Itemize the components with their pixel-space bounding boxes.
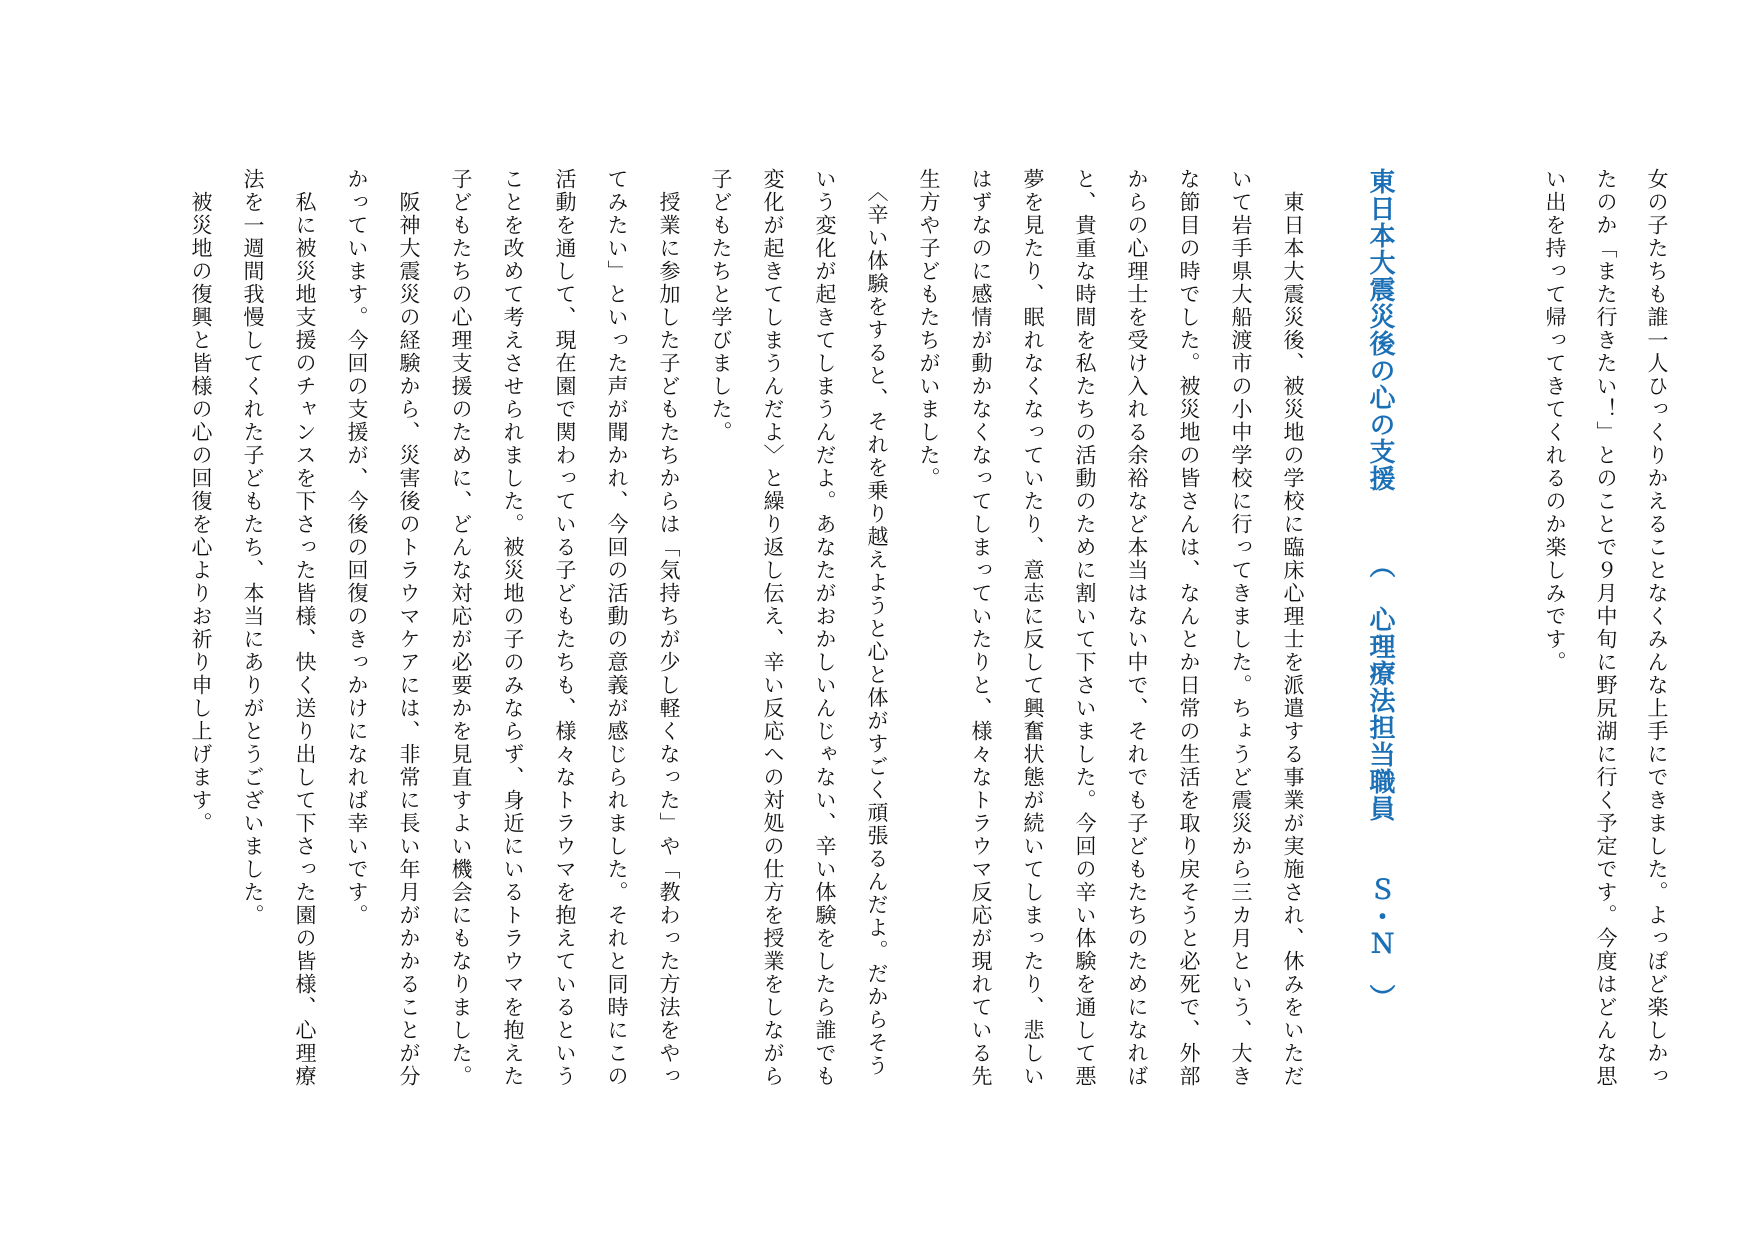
body-line-5: と、貴重な時間を私たちの活動のために割いて下さいました。今回の辛い体験を通して悪 bbox=[1073, 168, 1097, 1088]
body-line-6: 夢を見たり、眠れなくなっていたり、意志に反して興奮状態が続いてしまったり、悲しい bbox=[1021, 168, 1045, 1088]
body-line-8: 生方や子どもたちがいました。 bbox=[917, 168, 941, 490]
body-line-16: ことを改めて考えさせられました。被災地の子のみならず、身近にいるトラウマを抱えた bbox=[501, 168, 525, 1088]
body-line-7: はずなのに感情が動かなくなってしまっていたりと、様々なトラウマ反応が現れている先 bbox=[969, 168, 993, 1088]
body-line-10: いう変化が起きてしまうんだよ。あなたがおかしいんじゃない、辛い体験をしたら誰でも bbox=[813, 168, 837, 1088]
body-line-3: な節目の時でした。被災地の皆さんは、なんとか日常の生活を取り戻そうと必死で、外部 bbox=[1177, 168, 1201, 1088]
body-line-21: 法を一週間我慢してくれた子どもたち、本当にありがとうございました。 bbox=[241, 168, 265, 927]
body-line-14: てみたい」といった声が聞かれ、今回の活動の意義が感じられました。それと同時にこの bbox=[605, 168, 629, 1088]
intro-line-3: い出を持って帰ってきてくれるのか楽しみです。 bbox=[1543, 168, 1567, 674]
body-line-19: かっています。今回の支援が、今後の回復のきっかけになれば幸いです。 bbox=[345, 168, 369, 927]
body-line-1: 東日本大震災後、被災地の学校に臨床心理士を派遣する事業が実施され、休みをいただ bbox=[1281, 168, 1305, 1088]
body-line-4: からの心理士を受け入れる余裕など本当はない中で、それでも子どもたちのためになれば bbox=[1125, 168, 1149, 1088]
body-line-2: いて岩手県大船渡市の小中学校に行ってきました。ちょうど震災から三カ月という、大き bbox=[1229, 168, 1253, 1088]
intro-line-1: 女の子たちも誰一人ひっくりかえることなくみんな上手にできました。よっぽど楽しかっ bbox=[1645, 168, 1669, 1088]
body-line-9: 〈辛い体験をすると、それを乗り越えようと心と体がすごく頑張るんだよ。だからそう bbox=[865, 168, 889, 1078]
body-line-15: 活動を通して、現在園で関わっている子どもたちも、様々なトラウマを抱えているという bbox=[553, 168, 577, 1088]
body-line-12: 子どもたちと学びました。 bbox=[709, 168, 733, 444]
intro-line-2: たのか「また行きたい！」とのことで９月中旬に野尻湖に行く予定です。今度はどんな思 bbox=[1594, 168, 1618, 1088]
body-line-11: 変化が起きてしまうんだよ〉と繰り返し伝え、辛い反応への対処の仕方を授業をしながら bbox=[761, 168, 785, 1088]
body-line-22: 被災地の復興と皆様の心の回復を心よりお祈り申し上げます。 bbox=[189, 168, 213, 835]
section-title: 東日本大震災後の心の支援 bbox=[1365, 168, 1395, 492]
section-heading bbox=[1362, 168, 1399, 1011]
body-line-20: 私に被災地支援のチャンスを下さった皆様、快く送り出して下さった園の皆様、心理療 bbox=[293, 168, 317, 1088]
body-line-17: 子どもたちの心理支援のために、どんな対応が必要かを見直すよい機会にもなりました。 bbox=[449, 168, 473, 1088]
section-author: （ 心理療法担当職員 Ｓ・Ｎ ） bbox=[1365, 552, 1395, 1011]
body-line-18: 阪神大震災の経験から、災害後のトラウマケアには、非常に長い年月がかかることが分 bbox=[397, 168, 421, 1088]
body-line-13: 授業に参加した子どもたちからは「気持ちが少し軽くなった」や「教わった方法をやっ bbox=[657, 168, 681, 1088]
